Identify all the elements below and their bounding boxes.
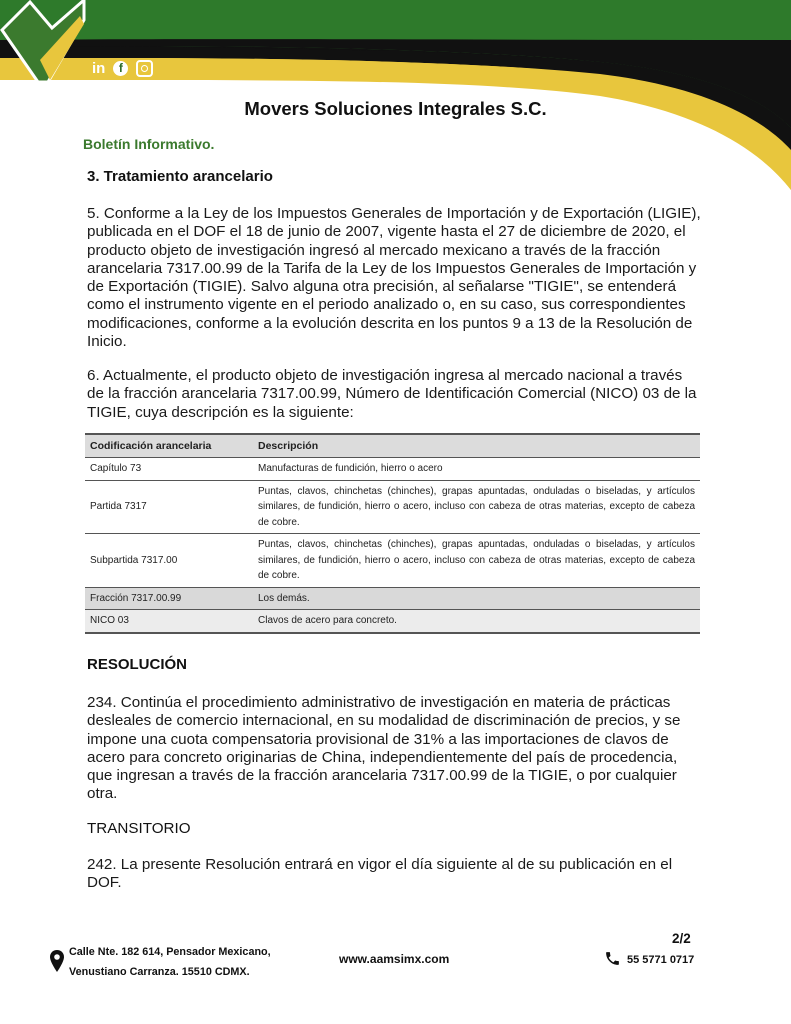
paragraph-5: 5. Conforme a la Ley de los Impuestos Generales de Importación y de Exportación (LIGIE), publicada en el DOF el 18 de junio de 2007, vigente hasta el 27 de diciembre de 2020, el producto objeto de investigación ingresó al mercado mexicano a través de la fracción arancelaria 7317.00.99 de la Tarifa de la Ley de los Impuestos Generales de Importación y de Exportación (TIGIE). Salvo alguna otra precisión, al señalarse "TIGIE", se entenderá como el instrumento vigente en el periodo analizado o, en su caso, sus correspondientes modificaciones, conforme a la evolución descrita en los puntos 9 a 13 de la Resolución de Inicio.: [87, 205, 701, 351]
tariff-table: [85, 433, 700, 634]
row-description: Puntas, clavos, chinchetas (chinches), grapas apuntadas, onduladas o biseladas, y artículos similares, de fundición, hierro o acero, incluso con cabeza de otras materias, excepto de cabeza de cobre.: [253, 534, 700, 588]
row-code: Subpartida 7317.00: [85, 534, 253, 588]
location-pin-icon: [50, 950, 64, 972]
footer-address: [69, 942, 271, 982]
phone-number[interactable]: 55 5771 0717: [627, 954, 695, 966]
table-row: [85, 610, 700, 633]
row-description: Puntas, clavos, chinchetas (chinches), grapas apuntadas, onduladas o biseladas, y artículos similares, de fundición, hierro o acero, incluso con cabeza de otras materias, excepto de cabeza de cobre.: [253, 480, 700, 534]
paragraph-6: 6. Actualmente, el producto objeto de investigación ingresa al mercado nacional a través de la fracción arancelaria 7317.00.99, Número de Identificación Comercial (NICO) 03 de la TIGIE, cuya descripción es la siguiente:: [87, 367, 697, 421]
paragraph-234: 234. Continúa el procedimiento administrativo de investigación en materia de prácticas desleales de comercio internacional, en su modalidad de discriminación de precios, y se impone una cuota compensatoria provisional de 31% a las importaciones de clavos de acero para concreto originarias de China, independientemente del país de procedencia, que ingresan a través de la fracción arancelaria 7317.00.99 de la TIGIE, o por cualquier otra.: [87, 694, 681, 803]
row-code: Fracción 7317.00.99: [85, 587, 253, 610]
bulletin-label: Boletín Informativo.: [83, 136, 215, 152]
column-header-description: Descripción: [253, 434, 700, 458]
transitorio-heading: TRANSITORIO: [87, 820, 191, 837]
address-line-1: Calle Nte. 182 614, Pensador Mexicano,: [69, 946, 271, 958]
phone-icon: [604, 950, 621, 967]
resolution-title: RESOLUCIÓN: [87, 656, 188, 673]
company-logo: [0, 0, 90, 82]
page-number: 2/2: [672, 931, 691, 946]
table-row: [85, 534, 700, 588]
row-code: Capítulo 73: [85, 458, 253, 481]
company-name: Movers Soluciones Integrales S.C.: [244, 98, 547, 119]
row-description: Manufacturas de fundición, hierro o acero: [253, 458, 700, 481]
row-code: NICO 03: [85, 610, 253, 633]
table-row: [85, 458, 700, 481]
row-description: Clavos de acero para concreto.: [253, 610, 700, 633]
table-header-row: [85, 434, 700, 458]
table-row: [85, 480, 700, 534]
column-header-code: Codificación arancelaria: [85, 434, 253, 458]
header-banner: [0, 0, 791, 190]
row-code: Partida 7317: [85, 480, 253, 534]
address-line-2: Venustiano Carranza. 15510 CDMX.: [69, 966, 250, 978]
paragraph-242: 242. La presente Resolución entrará en vigor el día siguiente al de su publicación en el DOF.: [87, 856, 673, 892]
table-row: [85, 587, 700, 610]
section-title: 3. Tratamiento arancelario: [87, 168, 273, 185]
social-links: [92, 60, 153, 77]
row-description: Los demás.: [253, 587, 700, 610]
facebook-icon[interactable]: f: [113, 61, 128, 76]
website-link[interactable]: www.aamsimx.com: [339, 952, 450, 966]
instagram-icon[interactable]: [136, 60, 153, 77]
linkedin-icon[interactable]: in: [92, 60, 106, 77]
